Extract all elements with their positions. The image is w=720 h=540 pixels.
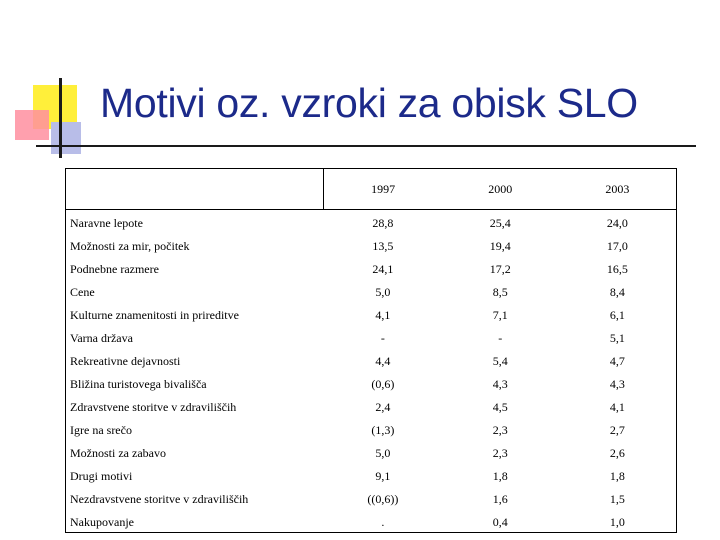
row-label: Nakupovanje [70,515,134,529]
row-label: Igre na srečo [70,423,132,437]
cell-2000: 1,8 [492,469,508,483]
cell-1997: 4,1 [375,308,391,322]
cell-2003: 5,1 [609,331,625,345]
slide-title: Motivi oz. vzroki za obisk SLO [100,80,638,126]
cell-2003: 4,3 [609,377,625,391]
cell-2000: 1,6 [492,492,508,506]
table-row [66,417,677,440]
table-row [66,210,677,234]
decor-blue-square [51,122,81,154]
row-label: Možnosti za zabavo [70,446,166,460]
cell-2003: 4,7 [609,354,625,368]
cell-2003: 24,0 [606,216,628,230]
row-label: Nezdravstvene storitve v zdraviliščih [70,492,249,506]
row-label: Podnebne razmere [70,262,159,276]
table-row [66,348,677,371]
table-row [66,279,677,302]
cell-1997: 24,1 [372,262,394,276]
table-row [66,256,677,279]
cell-1997: 5,0 [375,285,391,299]
cell-2003: 6,1 [609,308,625,322]
table-row [66,302,677,325]
cell-1997: 9,1 [375,469,391,483]
cell-2003: 16,5 [606,262,628,276]
header-cell-1997: 1997 [324,169,442,210]
row-label: Zdravstvene storitve v zdraviliščih [70,400,237,414]
decor-red-square [15,110,49,140]
table-row [66,325,677,348]
cell-2003: 1,8 [609,469,625,483]
cell-2003: 2,7 [609,423,625,437]
table-row [66,509,677,533]
header-cell-blank [66,169,324,210]
row-label: Naravne lepote [70,216,143,230]
cell-1997: 28,8 [372,216,394,230]
cell-1997: - [380,331,385,345]
row-label: Rekreativne dejavnosti [70,354,181,368]
cell-2003: 1,0 [609,515,625,529]
cell-1997: . [381,515,385,529]
cell-2003: 4,1 [609,400,625,414]
cell-1997: 5,0 [375,446,391,460]
cell-1997: 2,4 [375,400,391,414]
cell-1997: 13,5 [372,239,394,253]
cell-2000: 7,1 [492,308,508,322]
cell-1997: ((0,6)) [367,492,399,506]
cell-2000: 0,4 [492,515,508,529]
cell-2000: 19,4 [489,239,511,253]
cell-2000: 5,4 [492,354,508,368]
table-row [66,394,677,417]
cell-2000: 2,3 [492,423,508,437]
cell-2000: 17,2 [489,262,511,276]
table-row [66,440,677,463]
table-body [66,210,677,533]
cell-2000: 8,5 [492,285,508,299]
cell-2003: 2,6 [609,446,625,460]
header-cell-2003: 2003 [559,169,677,210]
cell-1997: 4,4 [375,354,391,368]
cell-2000: 2,3 [492,446,508,460]
table-header-row [66,169,677,210]
table-row [66,486,677,509]
cell-2000: - [498,331,503,345]
row-label: Cene [70,285,95,299]
data-table [65,168,677,533]
cell-2003: 8,4 [609,285,625,299]
row-label: Možnosti za mir, počitek [70,239,190,253]
decor-horizontal-line [36,145,696,147]
row-label: Varna država [70,331,133,345]
cell-1997: (1,3) [371,423,395,437]
table-row [66,371,677,394]
cell-2000: 25,4 [489,216,511,230]
cell-2000: 4,3 [492,377,508,391]
row-label: Bližina turistovega bivališča [70,377,207,391]
row-label: Drugi motivi [70,469,133,483]
cell-2003: 17,0 [606,239,628,253]
row-label: Kulturne znamenitosti in prireditve [70,308,239,322]
cell-2000: 4,5 [492,400,508,414]
table-row [66,463,677,486]
table-row [66,233,677,256]
cell-2003: 1,5 [609,492,625,506]
cell-1997: (0,6) [371,377,395,391]
header-cell-2000: 2000 [442,169,559,210]
